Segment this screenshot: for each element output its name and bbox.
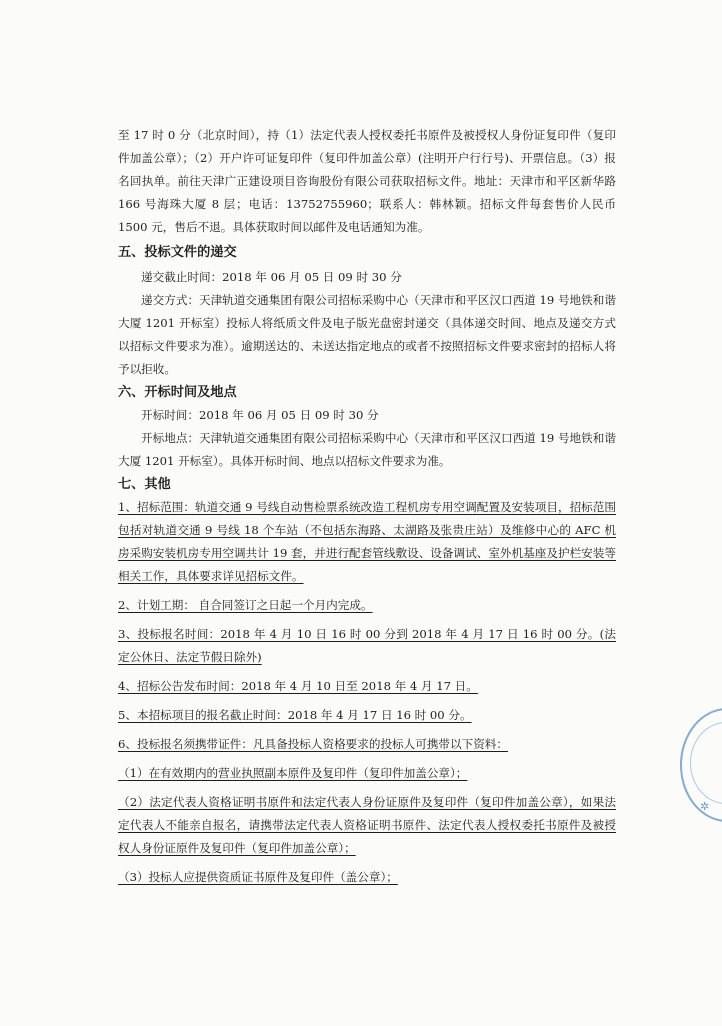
sub-item-2-text: （2）法定代表人资格证明书原件和法定代表人身份证原件及复印件（复印件加盖公章），如果法定代表人不能亲自报名，请携带法定代表人资格证明书原件、法定代表人授权委托书原件及被授权人身份证原件及复印件（复印件加盖公章）；: [118, 795, 616, 855]
submission-deadline: 递交截止时间：2018 年 06 月 05 日 09 时 30 分: [141, 270, 402, 284]
sub-item-2: [118, 791, 616, 860]
other-item-6-text: 6、投标报名须携带证件：凡具备投标人资格要求的投标人可携带以下资料：: [118, 737, 508, 751]
submission-method: 递交方式：天津轨道交通集团有限公司招标采购中心（天津市和平区汉口西道 19 号地铁和谐大厦 1201 开标室）投标人将纸质文件及电子版光盘密封递交（具体递交时间、地点及递交方式以招标文件要求为准）。逾期送达的、未送达指定地点的或者不按照招标文件要求密封的招标人将予以拒收。: [118, 293, 616, 376]
section-6-heading: 六、开标时间及地点: [118, 385, 237, 400]
seal-star-icon: ✲: [700, 800, 710, 813]
other-item-1-text: 1、招标范围：轨道交通 9 号线自动售检票系统改造工程机房专用空调配置及安装项目，招标范围包括对轨道交通 9 号线 18 个车站（不包括东海路、太湖路及张贵庄站）及维修中心的 AFC 机房采购安装机房专用空调共计 19 套，并进行配套管线敷设、设备调试、室外机基座及护栏安装等相关工作，具体要求详见招标文件。: [118, 500, 616, 583]
section-5-heading: 五、投标文件的递交: [118, 245, 237, 260]
other-item-1: [118, 496, 616, 588]
other-item-4-text: 4、招标公告发布时间：2018 年 4 月 10 日至 2018 年 4 月 17 日。: [118, 679, 478, 693]
other-item-6: [118, 733, 616, 756]
sub-item-1: [118, 762, 616, 785]
other-item-3: [118, 623, 616, 669]
section-7-heading: 七、其他: [118, 477, 171, 492]
opening-time: 开标时间：2018 年 06 月 05 日 09 时 30 分: [141, 408, 379, 422]
sub-item-1-text: （1）在有效期内的营业执照副本原件及复印件（复印件加盖公章）；: [118, 766, 468, 780]
other-item-4: [118, 675, 616, 698]
other-item-2: [118, 594, 616, 617]
other-item-5: [118, 704, 616, 727]
document-body: [118, 124, 616, 889]
other-item-3-text: 3、投标报名时间：2018 年 4 月 10 日 16 时 00 分到 2018 年 4 月 17 日 16 时 00 分。(法定公休日、法定节假日除外): [118, 627, 616, 664]
sub-item-3: [118, 866, 616, 889]
other-item-2-text: 2、计划工期： 自合同签订之日起一个月内完成。: [118, 598, 373, 612]
paragraph-registration-materials: 至 17 时 0 分（北京时间），持（1）法定代表人授权委托书原件及被授权人身份证复印件（复印件加盖公章）；（2）开户许可证复印件（复印件加盖公章）(注明开户行行号)、开票信息。（3）报名回执单。前往天津广正建设项目咨询股份有限公司获取招标文件。地址：天津市和平区新华路 166 号海珠大厦 8 层；电话：13752755960；联系人：韩林颖。招标文件每套售价人民币 1500 元，售后不退。具体获取时间以邮件及电话通知为准。: [118, 128, 616, 234]
other-item-5-text: 5、本招标项目的报名截止时间：2018 年 4 月 17 日 16 时 00 分。: [118, 708, 472, 722]
sub-item-3-text: （3）投标人应提供资质证书原件及复印件（盖公章）；: [118, 870, 398, 884]
opening-place: 开标地点：天津轨道交通集团有限公司招标采购中心（天津市和平区汉口西道 19 号地铁和谐大厦 1201 开标室）。具体开标时间、地点以招标文件要求为准。: [118, 431, 616, 468]
